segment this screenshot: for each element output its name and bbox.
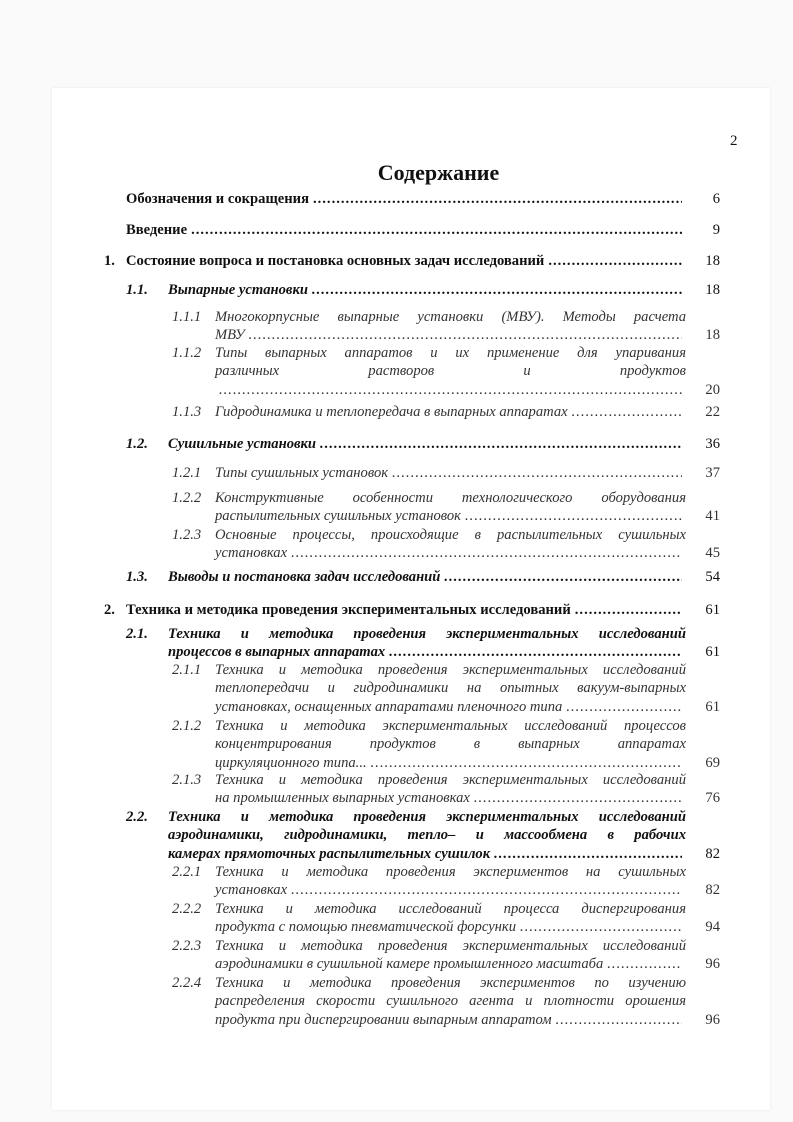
- toc-entry[interactable]: [0, 436, 793, 454]
- toc-entry-number: 2.1.: [126, 626, 148, 642]
- toc-entry-number: 1.2.2: [172, 490, 202, 506]
- toc-entry[interactable]: [0, 490, 793, 527]
- dot-leader: [572, 404, 682, 421]
- toc-entry-text: Техника и методика проведения экспериментальных исследований: [215, 938, 686, 954]
- toc-entry-text: установках: [215, 545, 288, 562]
- toc-entry-text: циркуляционного типа...: [215, 754, 367, 771]
- toc-entry[interactable]: [0, 191, 793, 209]
- toc-entry-page: 61: [705, 698, 720, 715]
- toc-entry-text: Многокорпусные выпарные установки (МВУ). Методы расчета: [215, 309, 686, 325]
- toc-entry-text: аэродинамики, гидродинамики, тепло– и массообмена в рабочих: [168, 827, 686, 844]
- dot-leader: [494, 846, 682, 863]
- toc-entry-text: концентрирования продуктов в выпарных аппаратах: [215, 736, 686, 753]
- toc-entry-text: Техника и методика проведения экспериментальных исследований: [126, 602, 571, 618]
- toc-entry[interactable]: [0, 938, 793, 975]
- toc-entry-text: Гидродинамика и теплопередача в выпарных аппаратах: [215, 404, 568, 420]
- toc-entry-page: 45: [705, 545, 720, 562]
- toc-entry-number: 2.: [104, 602, 115, 618]
- toc-entry-number: 2.1.1: [172, 662, 202, 678]
- dot-leader: [548, 253, 682, 270]
- toc-entry-page: 6: [712, 191, 720, 207]
- toc-entry-text: Техника и методика экспериментальных исследований процессов: [215, 718, 686, 734]
- toc-entry[interactable]: [0, 772, 793, 809]
- dot-leader: [566, 699, 682, 716]
- toc-entry[interactable]: [0, 662, 793, 717]
- toc-entry-text: продукта с помощью пневматической форсунки: [215, 919, 517, 936]
- toc-entry-text: Конструктивные особенности технологического оборудования: [215, 490, 686, 506]
- toc-entry-number: 1.1.2: [172, 345, 202, 361]
- toc-entry[interactable]: [0, 309, 793, 346]
- dot-leader: [291, 882, 682, 899]
- toc-entry-text: Типы выпарных аппаратов и их применение для упаривания: [215, 345, 686, 361]
- toc-entry-text: камерах прямоточных распылительных сушилок: [168, 845, 491, 862]
- toc-entry-number: 2.2.2: [172, 901, 202, 917]
- toc-entry-page: 41: [705, 508, 720, 525]
- dot-leader: [191, 222, 682, 239]
- toc-entry-text: Техника и методика проведения экспериментов по изучению: [215, 975, 686, 991]
- toc-entry-text: Состояние вопроса и постановка основных задач исследований: [126, 253, 545, 269]
- toc-entry-text: Техника и методика проведения экспериментальных исследований: [168, 809, 686, 825]
- toc-entry-number: 2.2.3: [172, 938, 202, 954]
- toc-entry-number: 2.2.1: [172, 864, 202, 880]
- toc-entry-text: Техника и методика проведения экспериментальных исследований: [215, 772, 686, 788]
- toc-entry-number: 1.: [104, 253, 115, 269]
- toc-entry-number: 1.1.1: [172, 309, 202, 325]
- toc-entry-text: Типы сушильных установок: [215, 465, 389, 481]
- toc-entry-page: 61: [705, 644, 720, 661]
- toc-entry[interactable]: [0, 975, 793, 1030]
- toc-entry-page: 18: [705, 282, 720, 298]
- dot-leader: [520, 919, 682, 936]
- dot-leader: [249, 327, 682, 344]
- toc-entry-text: различных растворов и продуктов: [215, 363, 686, 380]
- dot-leader: [389, 644, 682, 661]
- toc-entry-page: 69: [705, 754, 720, 771]
- dot-leader: [219, 382, 682, 399]
- toc-entry-number: 2.1.2: [172, 718, 202, 734]
- dot-leader: [320, 436, 682, 453]
- toc-entry[interactable]: [0, 253, 793, 271]
- toc-entry-page: 22: [705, 404, 720, 420]
- dot-leader: [465, 508, 682, 525]
- toc-entry-text: установках: [215, 882, 288, 899]
- dot-leader: [313, 191, 682, 208]
- dot-leader: [607, 956, 682, 973]
- toc-entry-page: 76: [705, 790, 720, 807]
- toc-entry-page: 96: [705, 1011, 720, 1028]
- dot-leader: [371, 755, 682, 772]
- toc-entry[interactable]: [0, 718, 793, 773]
- toc-entry[interactable]: [0, 527, 793, 564]
- toc-entry-page: 18: [705, 253, 720, 269]
- toc-entry-page: 82: [705, 882, 720, 899]
- toc-entry-page: 54: [705, 569, 720, 585]
- dot-leader: [556, 1012, 682, 1029]
- toc-entry-page: 82: [705, 845, 720, 862]
- toc-entry[interactable]: [0, 282, 793, 300]
- toc-entry-text: Сушильные установки: [168, 436, 317, 452]
- toc-entry-page: 37: [705, 465, 720, 481]
- toc-entry[interactable]: [0, 901, 793, 938]
- toc-entry-text: Техника и методика проведения экспериментальных исследований: [168, 626, 686, 642]
- toc-entry-text: Основные процессы, происходящие в распылительных сушильных: [215, 527, 686, 543]
- toc-entry-text: Выводы и постановка задач исследований: [168, 569, 441, 585]
- toc-entry-number: 2.2.: [126, 809, 148, 825]
- toc-entry-text: установках, оснащенных аппаратами пленочного типа: [215, 698, 563, 715]
- toc-entry[interactable]: [0, 345, 793, 400]
- toc-entry-page: 94: [705, 919, 720, 936]
- toc-entry[interactable]: [0, 864, 793, 901]
- dot-leader: [312, 282, 682, 299]
- toc-entry-text: процессов в выпарных аппаратах: [168, 644, 386, 661]
- toc-entry-text: распылительных сушильных установок: [215, 508, 462, 525]
- page-title: Содержание: [377, 160, 500, 185]
- toc-entry[interactable]: [0, 809, 793, 864]
- toc-entry-text: продукта при диспергировании выпарным аппаратом: [215, 1011, 552, 1028]
- toc-entry-page: 9: [712, 222, 720, 238]
- toc-entry-text: Техника и методика исследований процесса диспергирования: [215, 901, 686, 917]
- toc-entry[interactable]: [0, 465, 793, 483]
- toc-entry-text: теплопередачи и гидродинамики на опытных вакуум-выпарных: [215, 680, 686, 697]
- toc-entry-page: 96: [705, 956, 720, 973]
- toc-entry-number: 1.2.1: [172, 465, 202, 481]
- toc-entry-page: 36: [705, 436, 720, 452]
- toc-entry-text: Выпарные установки: [168, 282, 308, 298]
- dot-leader: [575, 602, 682, 619]
- toc-entry-number: 2.1.3: [172, 772, 202, 788]
- toc-entry[interactable]: [0, 222, 793, 240]
- toc-entry[interactable]: [0, 626, 793, 663]
- dot-leader: [392, 465, 682, 482]
- toc-entry-text: Обозначения и сокращения: [126, 191, 309, 207]
- toc-entry-text: Техника и методика проведения экспериментальных исследований: [215, 662, 686, 678]
- toc-entry-page: 20: [705, 381, 720, 398]
- dot-leader: [444, 569, 682, 586]
- toc-entry-text: распределения скорости сушильного агента и плотности орошения: [215, 993, 686, 1010]
- dot-leader: [291, 545, 682, 562]
- toc-entry-text: Техника и методика проведения экспериментов на сушильных: [215, 864, 686, 880]
- toc-entry[interactable]: [0, 569, 793, 587]
- toc-entry-number: 1.2.: [126, 436, 148, 452]
- toc-entry-page: 18: [705, 327, 720, 344]
- toc-entry-number: 1.2.3: [172, 527, 202, 543]
- page-number: 2: [730, 133, 738, 149]
- toc-entry[interactable]: [0, 602, 793, 620]
- toc-entry-number: 1.3.: [126, 569, 148, 585]
- toc-entry-number: 1.1.3: [172, 404, 202, 420]
- toc-entry-text: аэродинамики в сушильной камере промышленного масштаба: [215, 956, 604, 973]
- toc-entry-number: 2.2.4: [172, 975, 202, 991]
- toc-entry-text: Введение: [126, 222, 188, 238]
- toc-entry-page: 61: [705, 602, 720, 618]
- dot-leader: [474, 790, 682, 807]
- toc-entry-text: на промышленных выпарных установках: [215, 790, 470, 807]
- toc-entry[interactable]: [0, 404, 793, 422]
- toc-entry-number: 1.1.: [126, 282, 148, 298]
- toc-entry-text: МВУ: [215, 327, 245, 344]
